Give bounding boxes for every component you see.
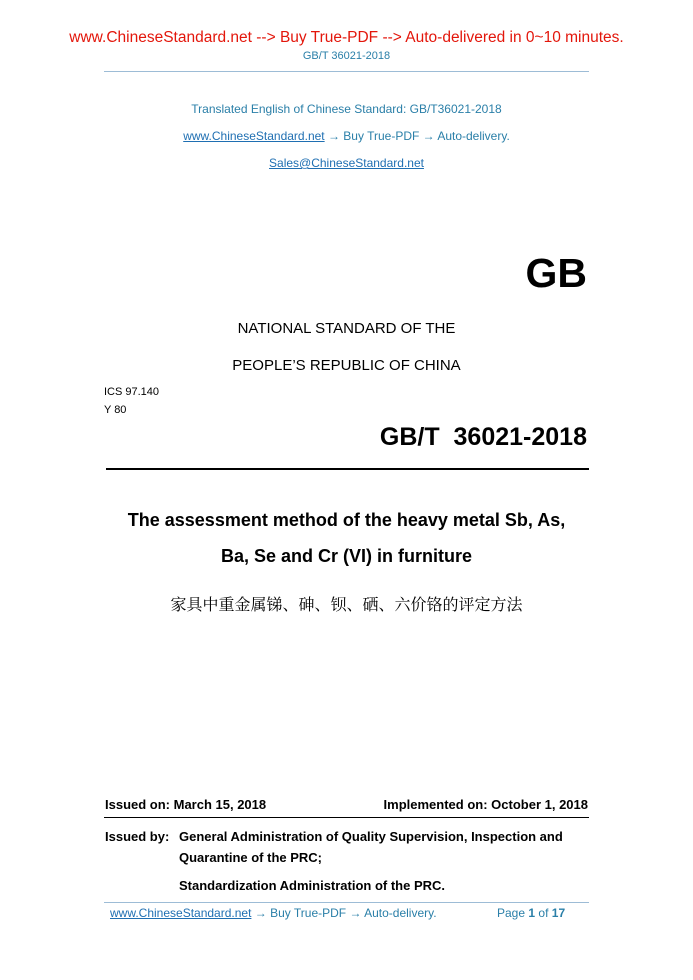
buy-line	[0, 129, 693, 143]
standard-number: GB/T 36021-2018	[379, 423, 587, 451]
issuer-line3: Standardization Administration of the PRC.	[179, 878, 446, 893]
of-label: of	[538, 906, 549, 920]
page-label: Page	[497, 906, 526, 920]
buy-suffix: → Buy True-PDF → Auto-delivery.	[324, 129, 510, 143]
national-standard-line1: NATIONAL STANDARD OF THE	[237, 320, 456, 337]
email-link[interactable]: Sales@ChineseStandard.net	[269, 156, 424, 170]
footer-buy-suffix: → Buy True-PDF → Auto-delivery.	[251, 906, 437, 920]
gb-mark: GB	[525, 250, 587, 296]
y-code: Y 80	[104, 404, 127, 416]
issuer-line2: Quarantine of the PRC;	[179, 850, 323, 865]
footer-site-link[interactable]: www.ChineseStandard.net	[110, 906, 252, 920]
issued-by-label: Issued by:	[105, 829, 170, 844]
title-line1: The assessment method of the heavy metal Sb, As,	[127, 510, 566, 530]
page-total: 17	[551, 906, 566, 920]
title-line2: Ba, Se and Cr (VI) in furniture	[220, 546, 473, 566]
national-standard-line2: PEOPLE’S REPUBLIC OF CHINA	[232, 357, 461, 374]
header-code: GB/T 36021-2018	[302, 50, 391, 62]
issued-on: Issued on: March 15, 2018	[105, 797, 267, 812]
site-link[interactable]: www.ChineseStandard.net	[183, 129, 325, 143]
ics-code: ICS 97.140	[104, 386, 160, 398]
issuer-line1: General Administration of Quality Supervision, Inspection and	[179, 829, 563, 844]
top-banner[interactable]: www.ChineseStandard.net --> Buy True-PDF --> Auto-delivered in 0~10 minutes.	[69, 29, 624, 46]
translation-note: Translated English of Chinese Standard: GB/T36021-2018	[191, 102, 502, 116]
title-divider	[106, 468, 589, 470]
footer-buy-line	[110, 906, 437, 920]
email-line	[0, 156, 693, 170]
issue-divider	[104, 817, 589, 818]
footer-divider	[104, 902, 589, 903]
page-indicator	[497, 906, 565, 920]
title-chinese: 家具中重金属锑、砷、钡、硒、六价铬的评定方法	[170, 595, 523, 614]
implemented-on: Implemented on: October 1, 2018	[383, 797, 588, 812]
page-number: 1	[528, 906, 536, 920]
header-divider	[104, 71, 589, 72]
